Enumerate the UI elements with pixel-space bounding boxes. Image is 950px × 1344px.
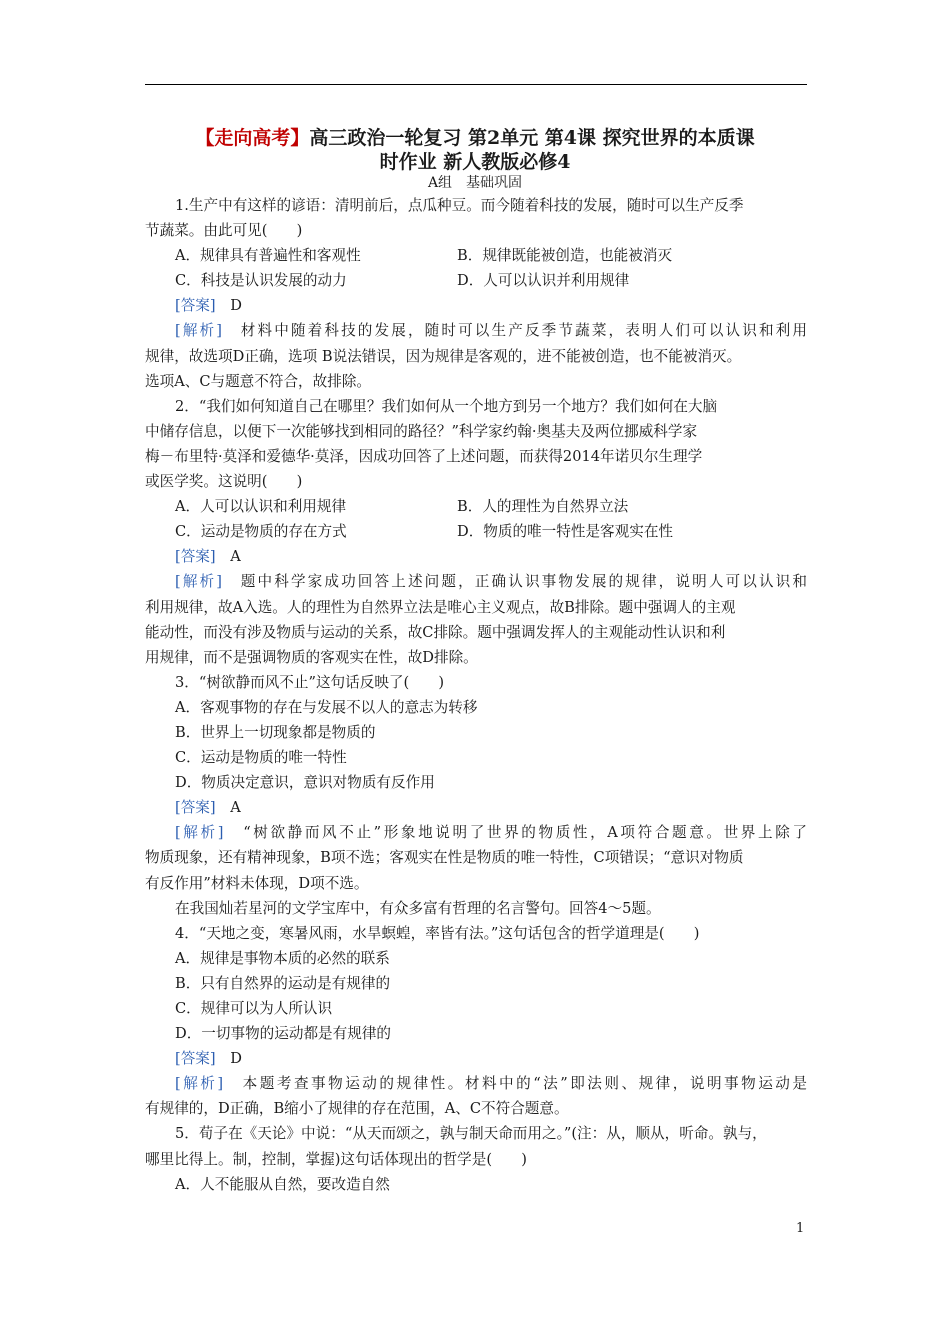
q2-answer (145, 544, 807, 569)
q2-stem-line4: 或医学奖。这说明( ) (145, 473, 303, 491)
analysis-text: 本题考查事物运动的规律性。材料中的“法”即法则、规律，说明事物运动是 (242, 1075, 807, 1093)
title-prefix: 【走向高考】 (195, 127, 310, 149)
q2-option-d: D．物质的唯一特性是客观实在性 (457, 523, 674, 541)
answer-value: A (230, 799, 241, 817)
q4-option-a: A．规律是事物本质的必然的联系 (175, 949, 390, 967)
q2-analysis-line4: 用规律，而不是强调物质的客观实在性，故D排除。 (145, 648, 478, 666)
analysis-tag: [解析] (175, 824, 224, 842)
q1-option-d: D．人可以认识并利用规律 (457, 272, 630, 290)
q1-option-b: B．规律既能被创造，也能被消灭 (457, 247, 673, 265)
q2-analysis-line3: 能动性，而没有涉及物质与运动的关系，故C排除。题中强调发挥人的主观能动性认识和利 (145, 623, 726, 641)
answer-tag: [答案] (175, 297, 216, 315)
q1-analysis-line2: 规律，故选项D正确，选项 B说法错误，因为规律是客观的，进不能被创造，也不能被消灭。 (145, 347, 742, 365)
analysis-tag: [解析] (175, 573, 222, 591)
section-heading: A组 基础巩固 (427, 175, 523, 191)
answer-value: D (230, 1050, 242, 1068)
document-title (130, 126, 820, 174)
answer-tag: [答案] (175, 548, 216, 566)
answer-value: A (230, 548, 241, 566)
q2-options-cd (145, 519, 807, 544)
q3-stem: 3．“树欲静而风不止”这句话反映了( ) (175, 673, 445, 691)
analysis-tag: [解析] (175, 1075, 224, 1093)
title-line1: 高三政治一轮复习 第2单元 第4课 探究世界的本质课 (309, 127, 755, 149)
q4-option-b: B．只有自然界的运动是有规律的 (175, 974, 391, 992)
analysis-text: 题中科学家成功回答上述问题，正确认识事物发展的规律，说明人可以认识和 (240, 573, 807, 591)
q3-option-c: C．运动是物质的唯一特性 (175, 749, 347, 767)
q5-stem-line2: 哪里比得上。制，控制，掌握)这句话体现出的哲学是( ) (145, 1150, 527, 1168)
answer-value: D (230, 297, 242, 315)
question-body (145, 193, 807, 1197)
q4-option-d: D．一切事物的运动都是有规律的 (175, 1025, 392, 1043)
page-number: 1 (796, 1221, 805, 1236)
q3-option-d: D．物质决定意识，意识对物质有反作用 (175, 774, 435, 792)
q3-analysis-line2: 物质现象，还有精神现象，B项不选；客观实在性是物质的唯一特性，C项错误；“意识对物质 (145, 849, 744, 867)
q1-options-cd (145, 268, 807, 293)
answer-tag: [答案] (175, 799, 216, 817)
q2-analysis-line1 (145, 569, 807, 594)
q5-stem-line1: 5．荀子在《天论》中说：“从天而颂之，孰与制天命而用之。”(注：从，顺从，听命。孰与， (175, 1125, 767, 1143)
q4-option-c: C．规律可以为人所认识 (175, 1000, 333, 1017)
q4-stem: 4．“天地之变，寒暑风雨，水旱螟蝗，率皆有法。”这句话包含的哲学道理是( ) (175, 924, 700, 942)
q3-analysis-line1 (145, 820, 807, 845)
q4-answer (145, 1046, 807, 1071)
q2-option-c: C．运动是物质的存在方式 (175, 523, 347, 541)
q1-option-c: C．科技是认识发展的动力 (175, 272, 347, 290)
analysis-tag: [解析] (175, 322, 222, 340)
q3-option-b: B．世界上一切现象都是物质的 (175, 723, 376, 741)
q2-option-b: B．人的理性为自然界立法 (457, 498, 629, 516)
analysis-text: 材料中随着科技的发展，随时可以生产反季节蔬菜，表明人们可以认识和利用 (240, 322, 807, 340)
q1-stem-line1: 1.生产中有这样的谚语：清明前后，点瓜种豆。而今随着科技的发展，随时可以生产反季 (175, 197, 744, 214)
answer-tag: [答案] (175, 1050, 216, 1068)
q3-analysis-line3: 有反作用”材料未体现，D项不选。 (145, 874, 369, 892)
q3-answer (145, 795, 807, 820)
q1-analysis-line1 (145, 318, 807, 343)
q1-stem-line2: 节蔬菜。由此可见( ) (145, 222, 303, 240)
title-line2: 时作业 新人教版必修4 (379, 151, 571, 173)
intro-4-5: 在我国灿若星河的文学宝库中，有众多富有哲理的名言警句。回答4～5题。 (175, 899, 661, 917)
analysis-text: “树欲静而风不止”形象地说明了世界的物质性，A项符合题意。世界上除了 (243, 824, 807, 842)
q5-option-a: A．人不能服从自然，要改造自然 (175, 1175, 390, 1193)
q2-option-a: A．人可以认识和利用规律 (175, 498, 347, 516)
q3-option-a: A．客观事物的存在与发展不以人的意志为转移 (175, 698, 478, 716)
q1-analysis-line3: 选项A、C与题意不符合，故排除。 (145, 372, 372, 390)
q2-stem-line1: 2．“我们如何知道自己在哪里？我们如何从一个地方到另一个地方？我们如何在大脑 (175, 397, 718, 415)
q1-answer (145, 293, 807, 318)
header-rule (145, 84, 807, 85)
q2-stem-line2: 中储存信息，以便下一次能够找到相同的路径？”科学家约翰·奥基夫及两位挪威科学家 (145, 422, 698, 440)
q2-options-ab (145, 494, 807, 519)
q1-option-a: A．规律具有普遍性和客观性 (175, 247, 361, 265)
q2-analysis-line2: 利用规律，故A入选。人的理性为自然界立法是唯心主义观点，故B排除。题中强调人的主观 (145, 598, 736, 616)
q2-stem-line3: 梅－布里特·莫泽和爱德华·莫泽，因成功回答了上述问题，而获得2014年诺贝尔生理学 (145, 447, 703, 465)
q4-analysis-line1 (145, 1071, 807, 1096)
q4-analysis-line2: 有规律的，D正确，B缩小了规律的存在范围，A、C不符合题意。 (145, 1100, 569, 1118)
q1-options-ab (145, 243, 807, 268)
